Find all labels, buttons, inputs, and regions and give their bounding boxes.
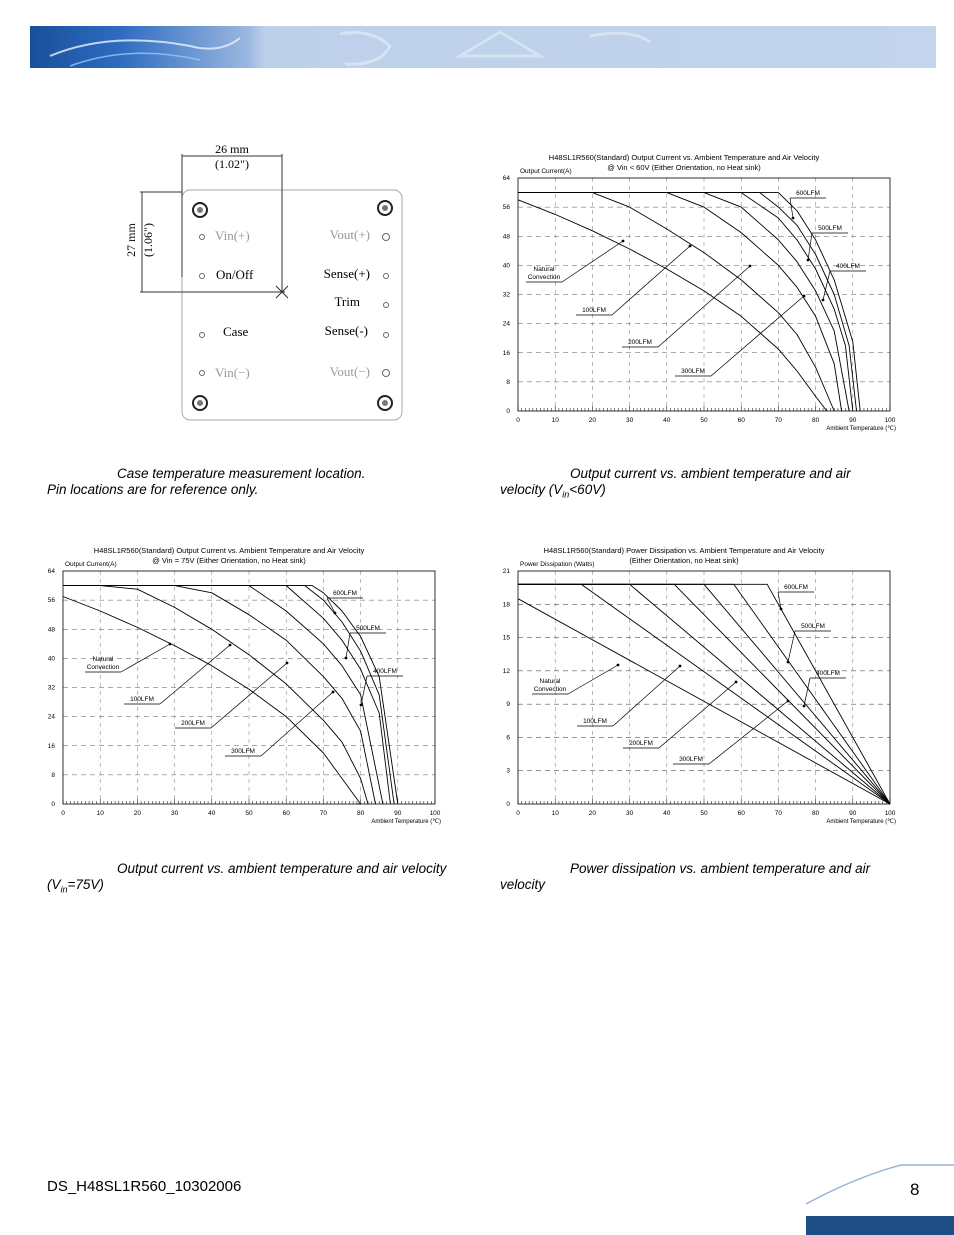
y-tick-label: 9 [506,701,510,709]
series-annotation: 200LFM [181,720,205,727]
series-annotation: 500LFM [801,623,825,630]
annotation-leader [346,633,350,658]
y-tick-label: 56 [47,597,55,605]
y-tick-label: 40 [47,655,55,663]
x-tick-label: 40 [663,810,671,817]
series-annotation: 500LFM [818,225,842,232]
footer-doc-id: DS_H48SL1R560_10302006 [47,1178,242,1195]
chart-current-vin60 [500,150,910,440]
x-tick-label: 10 [551,810,559,817]
x-tick-label: 0 [516,810,520,817]
series-line [63,586,376,804]
series-line [63,586,390,804]
y-tick-label: 24 [47,713,55,721]
x-tick-label: 70 [319,810,328,817]
pin-vout-minus: Vout(−) [329,364,370,379]
annotation-leader [121,644,170,672]
height-in: (1.06") [141,223,155,257]
x-tick-label: 100 [884,810,896,817]
annotation-arrowhead [617,664,620,667]
y-tick-label: 48 [502,233,510,241]
x-tick-label: 80 [811,810,820,817]
annotation-leader [823,271,830,300]
x-tick-label: 30 [170,810,179,817]
annotation-arrowhead [334,612,337,615]
x-axis-label: Ambient Temperature (℃) [371,819,441,825]
series-line [63,586,398,804]
annotation-leader [659,682,736,748]
series-annotation: 400LFM [816,670,840,677]
series-line [518,200,827,411]
series-annotation: 500LFM [356,625,380,632]
series-annotation: 300LFM [679,756,703,763]
chart-title: H48SL1R560(Standard) Output Current vs. Ambient Temperature and Air Velocity [93,546,365,555]
width-mm: 26 mm [215,142,249,156]
pin-sense-minus: Sense(-) [324,323,368,338]
chart-current-vin75 [45,543,455,833]
pin-vin-minus: Vin(−) [215,365,250,380]
y-tick-label: 32 [502,291,510,299]
y-tick-label: 16 [47,742,55,750]
x-tick-label: 30 [625,810,634,817]
series-line [63,586,368,804]
y-tick-label: 12 [502,667,510,675]
caption-fig4: Power dissipation vs. ambient temperature and air velocity [500,861,871,892]
x-tick-label: 10 [96,810,104,817]
x-tick-label: 80 [356,810,365,817]
annotation-arrowhead [735,681,738,684]
series-annotation: Convection [527,274,561,281]
x-tick-label: 20 [588,417,597,424]
x-axis-label: Ambient Temperature (℃) [826,426,896,432]
x-tick-label: 40 [208,810,216,817]
x-tick-label: 60 [737,810,745,817]
pin-vout-plus: Vout(+) [329,227,370,242]
y-tick-label: 0 [51,801,55,808]
chart-title: H48SL1R560(Standard) Output Current vs. Ambient Temperature and Air Velocity [548,153,820,162]
annotation-leader [808,233,812,260]
annotation-leader [160,645,230,704]
annotation-leader [613,666,680,726]
annotation-arrowhead [169,643,172,646]
footer-corner-graphic [806,1162,954,1235]
series-annotation: 600LFM [333,590,357,597]
x-tick-label: 0 [516,417,520,424]
width-in: (1.02") [215,157,249,171]
series-annotation: 100LFM [582,307,606,314]
series-annotation: Natural [533,266,555,273]
series-line [518,193,842,411]
caption-fig3: Output current vs. ambient temperature and air velocity $(V_{in}=75V)$ [47,861,447,895]
annotation-arrowhead [792,217,795,220]
y-tick-label: 18 [502,601,510,609]
y-tick-label: 21 [502,568,510,575]
annotation-arrowhead [787,661,790,664]
pin-vin-plus: Vin(+) [215,228,250,243]
annotation-leader [788,631,795,662]
x-tick-label: 70 [774,810,783,817]
annotation-arrowhead [822,299,825,302]
caption-fig2: Output current vs. ambient temperature and air velocity $(V_{in}<60V)$ [500,466,851,500]
series-annotation: 300LFM [231,748,255,755]
annotation-arrowhead [679,665,682,668]
annotation-leader [568,665,618,694]
annotation-arrowhead [360,704,363,707]
series-annotation: 200LFM [629,740,653,747]
annotation-arrowhead [689,245,692,248]
y-tick-label: 16 [502,349,510,357]
y-tick-label: 40 [502,262,510,270]
series-annotation: 200LFM [628,339,652,346]
series-annotation: 100LFM [130,696,154,703]
annotation-arrowhead [622,240,625,243]
pin-sense-plus: Sense(+) [323,266,370,281]
x-tick-label: 0 [61,810,65,817]
annotation-leader [790,198,793,218]
series-line [518,193,860,411]
caption-fig1: Case temperature measurement location. Pin locations are for reference only. [47,466,366,497]
pin-case: Case [223,324,249,339]
y-tick-label: 0 [506,801,510,808]
y-tick-label: 24 [502,320,510,328]
x-tick-label: 100 [429,810,441,817]
x-tick-label: 50 [700,417,708,424]
annotation-arrowhead [807,259,810,262]
y-axis-label: Output Current(A) [65,561,117,568]
chart-power-dissipation [500,543,910,833]
series-annotation: 600LFM [796,190,820,197]
x-tick-label: 40 [663,417,671,424]
annotation-arrowhead [780,608,783,611]
x-tick-label: 60 [737,417,745,424]
y-tick-label: 48 [47,626,55,634]
annotation-arrowhead [229,644,232,647]
series-annotation: 400LFM [373,668,397,675]
x-tick-label: 50 [245,810,253,817]
x-tick-label: 50 [700,810,708,817]
x-tick-label: 30 [625,417,634,424]
y-tick-label: 32 [47,684,55,692]
chart-subtitle: (Either Orientation, no Heat sink) [629,556,739,565]
annotation-arrowhead [803,705,806,708]
annotation-leader [804,678,810,706]
series-annotation: 600LFM [784,584,808,591]
annotation-leader [261,692,333,756]
annotation-arrowhead [803,295,806,298]
x-tick-label: 90 [849,810,857,817]
series-line [518,193,849,411]
y-tick-label: 15 [502,634,510,642]
series-line [518,193,857,411]
chart-title: H48SL1R560(Standard) Power Dissipation vs. Ambient Temperature and Air Velocity [543,546,825,555]
series-annotation: 100LFM [583,718,607,725]
x-tick-label: 10 [551,417,559,424]
y-axis-label: Power Dissipation (Watts) [520,561,595,568]
annotation-arrowhead [286,662,289,665]
series-annotation: 300LFM [681,368,705,375]
annotation-leader [658,266,750,347]
y-tick-label: 0 [506,408,510,415]
series-line [63,586,383,804]
page-number: 8 [910,1180,920,1199]
y-tick-label: 64 [47,568,55,575]
series-annotation: Convection [86,664,120,671]
series-annotation: 400LFM [836,263,860,270]
x-tick-label: 70 [774,417,783,424]
series-annotation: Natural [539,678,561,685]
pin-on-off: On/Off [216,267,254,282]
y-tick-label: 6 [506,734,510,742]
header-banner [30,26,936,68]
x-tick-label: 20 [133,810,142,817]
y-tick-label: 8 [506,378,510,386]
series-line [63,586,394,804]
pin-diagram [120,140,420,430]
chart-subtitle: @ Vin = 75V (Either Orientation, no Heat sink) [152,556,306,565]
annotation-arrowhead [787,700,790,703]
x-tick-label: 90 [849,417,857,424]
chart-subtitle: @ Vin < 60V (Either Orientation, no Heat sink) [607,163,761,172]
x-tick-label: 90 [394,810,402,817]
height-mm: 27 mm [124,223,138,257]
annotation-arrowhead [749,265,752,268]
x-axis-label: Ambient Temperature (℃) [826,819,896,825]
series-annotation: Natural [92,656,114,663]
y-tick-label: 64 [502,175,510,182]
annotation-leader [361,676,367,705]
y-tick-label: 8 [51,771,55,779]
y-tick-label: 56 [502,204,510,212]
y-tick-label: 3 [506,767,510,775]
y-axis-label: Output Current(A) [520,168,572,175]
annotation-arrowhead [345,657,348,660]
annotation-leader [612,246,690,315]
series-annotation: Convection [533,686,567,693]
pin-trim: Trim [334,294,360,309]
x-tick-label: 100 [884,417,896,424]
x-tick-label: 20 [588,810,597,817]
x-tick-label: 60 [282,810,290,817]
series-line [518,193,834,411]
annotation-arrowhead [332,691,335,694]
annotation-leader [711,296,804,376]
x-tick-label: 80 [811,417,820,424]
